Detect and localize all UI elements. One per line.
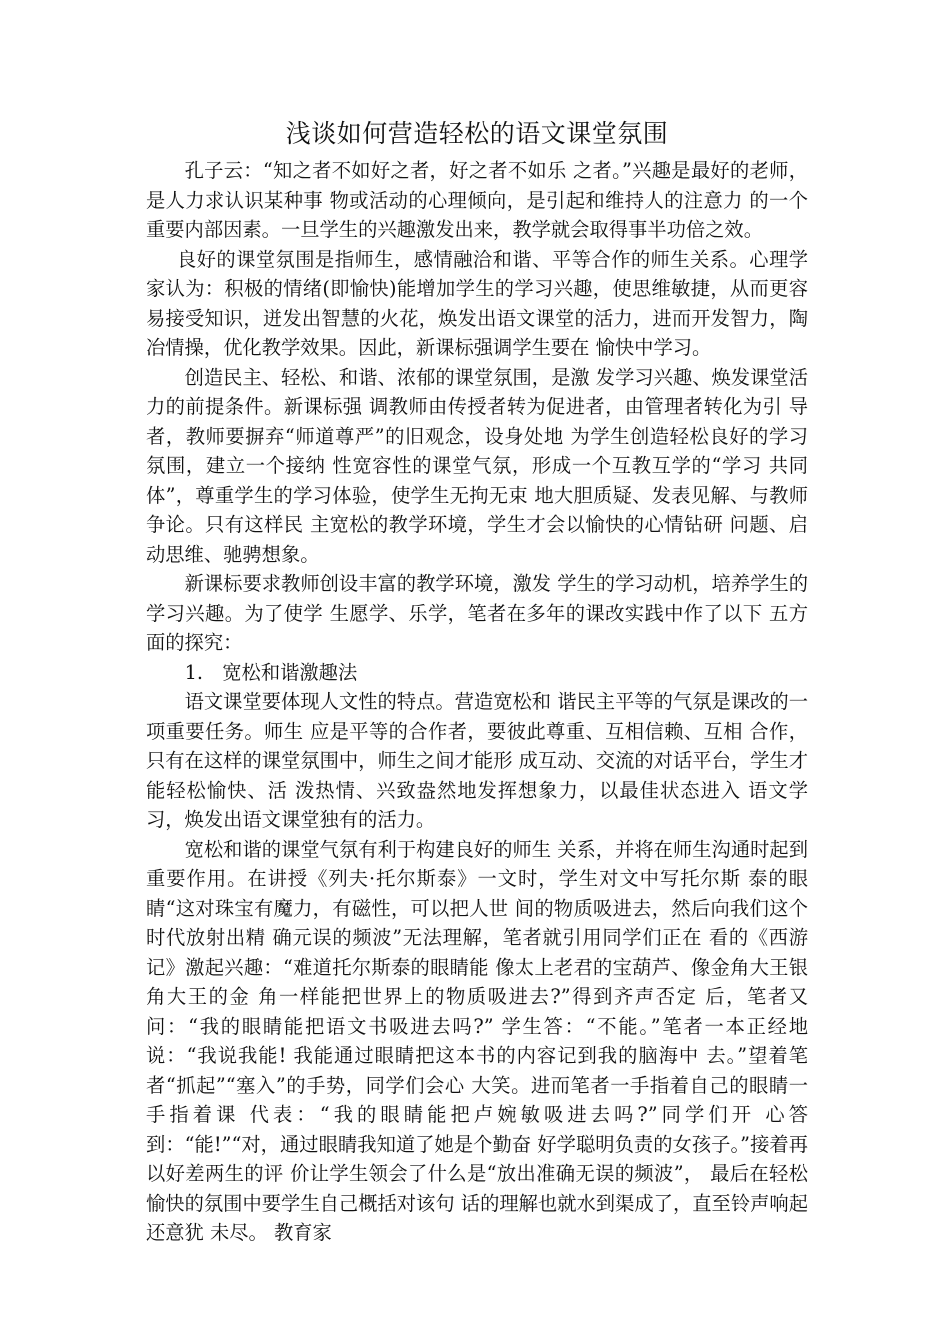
document-title: 浅谈如何营造轻松的语文课堂氛围 xyxy=(285,119,669,148)
paragraph-classroom-atmosphere: 良好的课堂氛围是指师生，感情融洽和谐、平等合作的师生关系。心理学家认为：积极的情绪(即愉快)能增加学生的学习兴趣，使思维敏捷，从而更容易接受知识，迸发出智慧的火花，焕发出语文课堂的活力，进而开发智力，陶冶情操，优化教学效果。因此，新课标强调学生要在 愉快中学习。 xyxy=(146,247,808,359)
paragraph-tolstoy-example: 宽松和谐的课堂气氛有利于构建良好的师生 关系，并将在师生沟通时起到重要作用。在讲授《列夫·托尔斯泰》一文时，学生对文中写托尔斯 泰的眼睛“这对珠宝有魔力，有磁性，可以把人世 间的物质吸进去，然后向我们这个时代放射出精 确元误的频波”无法理解，笔者就引用同学们正在 看的《西游记》激起兴趣：“难道托尔斯泰的眼睛能 像太上老君的宝葫芦、像金角大王银角大王的金 角一样能把世界上的物质吸进去?”得到齐声否定 后，笔者又问：“我的眼睛能把语文书吸进去吗?” 学生答：“不能。”笔者一本正经地说：“我说我能! 我能通过眼睛把这本书的内容记到我的脑海中 去。”望着笔者“抓起”“塞入”的手势，同学们会心 大笑。进而笔者一手指着自己的眼睛一手指着课 代表：“我的眼睛能把卢婉敏吸进去吗?”同学们开 心答到：“能!”“对，通过眼睛我知道了她是个勤奋 好学聪明负责的女孩子。”接着再以好差两生的评 价让学生领会了什么是“放出准确无误的频波”， 最后在轻松愉快的氛围中要学生自己概括对该句 话的理解也就水到渠成了，直至铃声响起还意犹 未尽。 教育家 xyxy=(146,837,808,1244)
paragraph-new-curriculum: 新课标要求教师创设丰富的教学环境，激发 学生的学习动机，培养学生的学习兴趣。为了使学 生愿学、乐学，笔者在多年的课改实践中作了以下 五方面的探究： xyxy=(146,572,808,654)
paragraph-democratic-environment: 创造民主、轻松、和谐、浓郁的课堂氛围，是激 发学习兴趣、焕发课堂活力的前提条件。新课标强 调教师由传授者转为促进者，由管理者转化为引 导者，教师要摒弃“师道尊严”的旧观念，设身处地 为学生创造轻松良好的学习氛围，建立一个接纳 性宽容性的课堂气氛，形成一个互教互学的“学习 共同体”，尊重学生的学习体验，使学生无拘无束 地大胆质疑、发表见解、与教师争论。只有这样民 主宽松的教学环境，学生才会以愉快的心情钻研 问题、启动思维、驰骋想象。 xyxy=(146,365,808,566)
document-page xyxy=(146,112,808,1248)
paragraph-humanistic: 语文课堂要体现人文性的特点。营造宽松和 谐民主平等的气氛是课改的一项重要任务。师生 应是平等的合作者，要彼此尊重、互相信赖、互相 合作，只有在这样的课堂氛围中，师生之间才能形 成互动、交流的对话平台，学生才能轻松愉快、活 泼热情、兴致盎然地发挥想象力，以最佳状态进入 语文学习，焕发出语文课堂独有的活力。 xyxy=(146,690,808,831)
section-heading: 1. 宽松和谐激趣法 xyxy=(184,660,358,684)
paragraph-intro: 孔子云：“知之者不如好之者，好之者不如乐 之者。”兴趣是最好的老师，是人力求认识某种事 物或活动的心理倾向，是引起和维持人的注意力 的一个重要内部因素。一旦学生的兴趣激发出来，教学就会取得事半功倍之效。 xyxy=(146,159,808,241)
